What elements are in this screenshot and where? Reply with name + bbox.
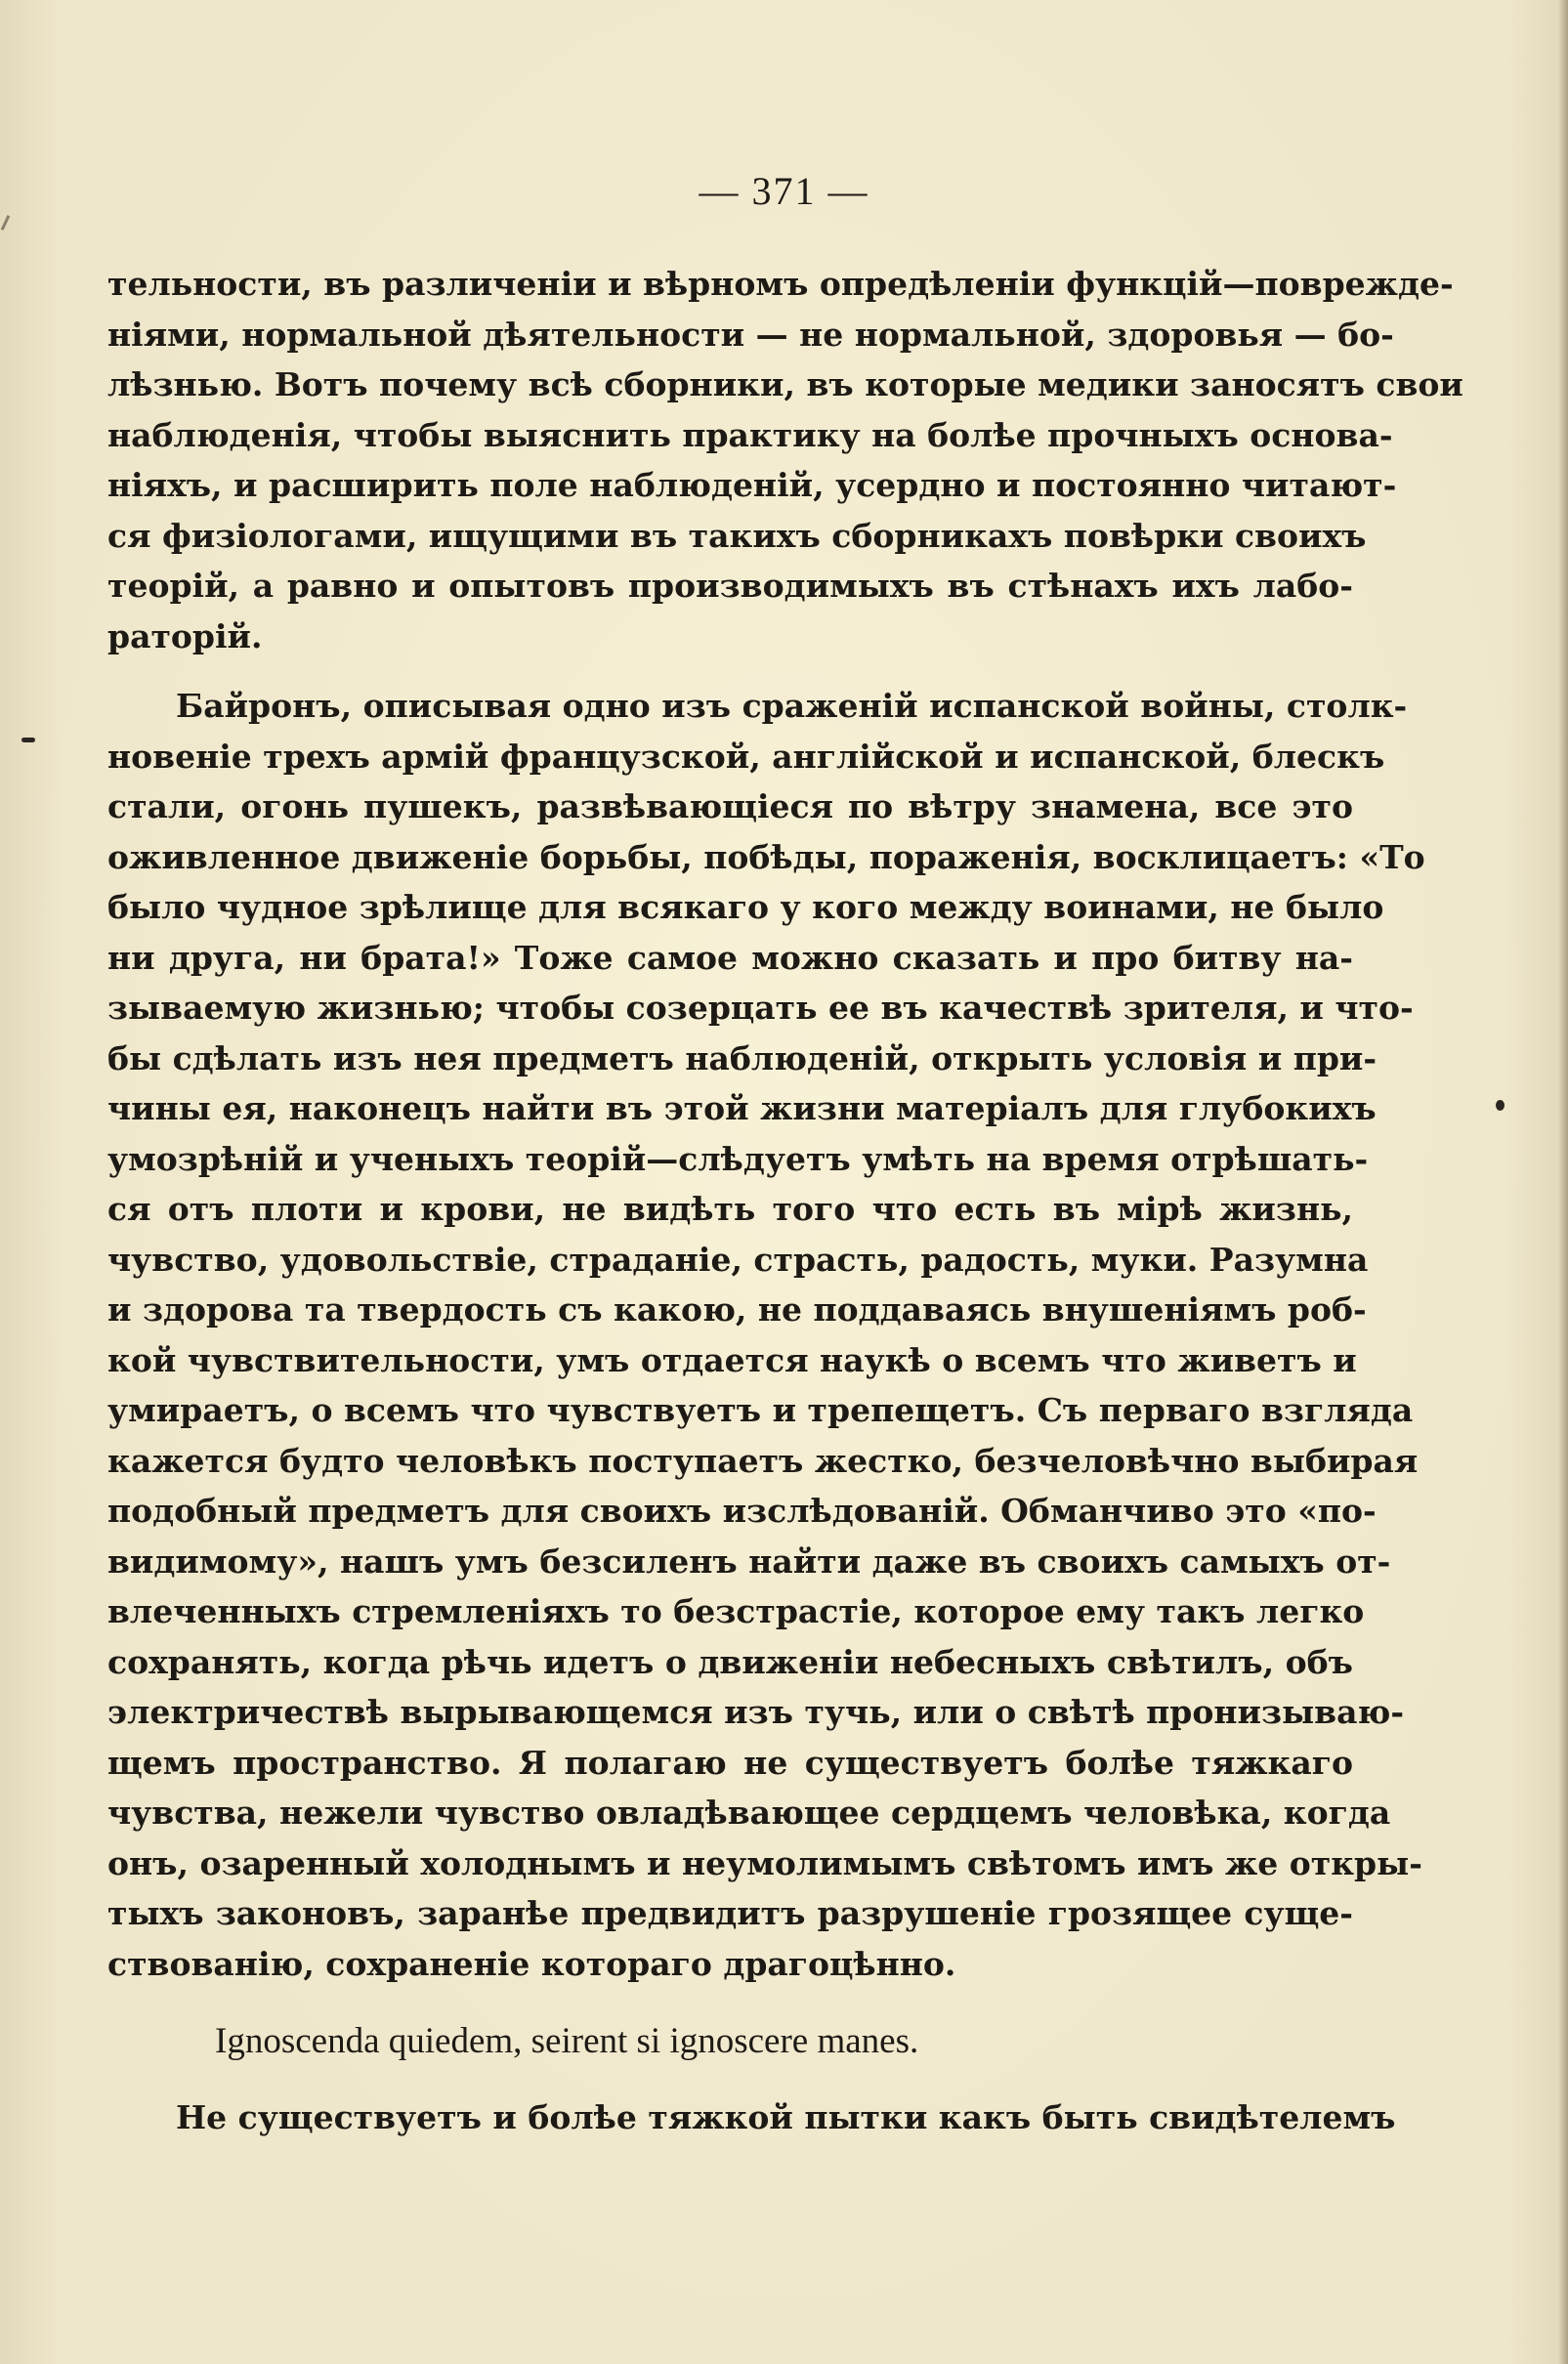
ink-spot — [1496, 1100, 1504, 1111]
text-line: умираетъ, о всемъ что чувствуетъ и трепещетъ. Съ перваго взгляда — [107, 1391, 1414, 1429]
text-line: наблюденія, чтобы выяснить практику на болѣе прочныхъ основа- — [107, 415, 1393, 454]
text-line: новеніе трехъ армій французской, англійской и испанской, блескъ — [107, 737, 1385, 776]
page-edge-shadow — [1558, 0, 1568, 2364]
text-line: тельности, въ различеніи и вѣрномъ опредѣленіи функцій—поврежде- — [107, 265, 1454, 303]
text-line: кажется будто человѣкъ поступаетъ жестко, безчеловѣчно выбирая — [107, 1441, 1419, 1480]
text-line: теорій, а равно и опытовъ производимыхъ въ стѣнахъ ихъ лабо- — [107, 567, 1353, 605]
text-line: кой чувствительности, умъ отдается наукѣ о всемъ что живетъ и — [107, 1340, 1357, 1379]
text-line: ся физіологами, ищущими въ такихъ сборникахъ повѣрки своихъ — [107, 516, 1367, 555]
text-line: ніяхъ, и расширить поле наблюденій, усердно и постоянно читают- — [107, 466, 1397, 504]
margin-mark — [1, 215, 10, 231]
text-line: чины ея, наконецъ найти въ этой жизни матеріалъ для глубокихъ — [107, 1089, 1377, 1127]
text-line: щемъ пространство. Я полагаю не существуетъ болѣе тяжкаго — [107, 1743, 1353, 1782]
text-line: ни друга, ни брата!» Тоже самое можно сказать и про битву на- — [107, 938, 1353, 977]
latin-quote: Ignoscenda quiedem, seirent si ignoscere manes. — [215, 2021, 919, 2061]
margin-mark — [21, 738, 35, 742]
text-line: сохранять, когда рѣчь идетъ о движеніи небесныхъ свѣтилъ, объ — [107, 1642, 1353, 1681]
text-line: онъ, озаренный холоднымъ и неумолимымъ свѣтомъ имъ же откры- — [107, 1843, 1422, 1882]
text-line: тыхъ законовъ, заранѣе предвидитъ разрушеніе грозящее суще- — [107, 1894, 1353, 1932]
text-line: влеченныхъ стремленіяхъ то безстрастіе, которое ему такъ легко — [107, 1592, 1365, 1630]
text-line: чувство, удовольствіе, страданіе, страсть, радость, муки. Разумна — [107, 1240, 1369, 1279]
text-line: подобный предметъ для своихъ изслѣдованій. Обманчиво это «по- — [107, 1492, 1377, 1530]
text-line: и здорова та твердость съ какою, не поддаваясь внушеніямъ роб- — [107, 1290, 1367, 1329]
text-line: ся отъ плоти и крови, не видѣть того что есть въ мірѣ жизнь, — [107, 1190, 1353, 1228]
text-line: умозрѣній и ученыхъ теорій—слѣдуетъ умѣть на время отрѣшать- — [107, 1139, 1369, 1178]
text-line: оживленное движеніе борьбы, побѣды, пораженія, восклицаетъ: «То — [107, 837, 1425, 876]
page-number: — 371 — — [699, 169, 869, 213]
text-line: электричествѣ вырывающемся изъ тучь, или о свѣтѣ пронизываю- — [107, 1693, 1405, 1731]
text-line: раторій. — [107, 616, 263, 655]
text-line: Байронъ, описывая одно изъ сраженій испанской войны, столк- — [176, 687, 1408, 725]
text-line: стали, огонь пушекъ, развѣвающіеся по вѣтру знамена, все это — [107, 787, 1353, 825]
text-line: ствованію, сохраненіе котораго драгоцѣнно. — [107, 1944, 956, 1983]
text-line: чувства, нежели чувство овладѣвающее сердцемъ человѣка, когда — [107, 1794, 1391, 1832]
paragraph-gap — [107, 661, 1353, 681]
text-line: Не существуетъ и болѣе тяжкой пытки какъ быть свидѣтелемъ — [176, 2097, 1396, 2136]
text-line: ніями, нормальной дѣятельности — не нормальной, здоровья — бо- — [107, 315, 1394, 354]
text-line: было чудное зрѣлище для всякаго у кого между воинами, не было — [107, 888, 1384, 926]
text-line: бы сдѣлать изъ нея предметъ наблюденій, открыть условія и при- — [107, 1038, 1377, 1077]
text-line: лѣзнью. Вотъ почему всѣ сборники, въ которые медики заносятъ свои — [107, 365, 1463, 403]
text-line: видимому», нашъ умъ безсиленъ найти даже въ своихъ самыхъ от- — [107, 1541, 1391, 1581]
text-line: зываемую жизнью; чтобы созерцать ее въ качествѣ зрителя, и что- — [107, 989, 1414, 1027]
body-text — [107, 259, 1463, 2142]
